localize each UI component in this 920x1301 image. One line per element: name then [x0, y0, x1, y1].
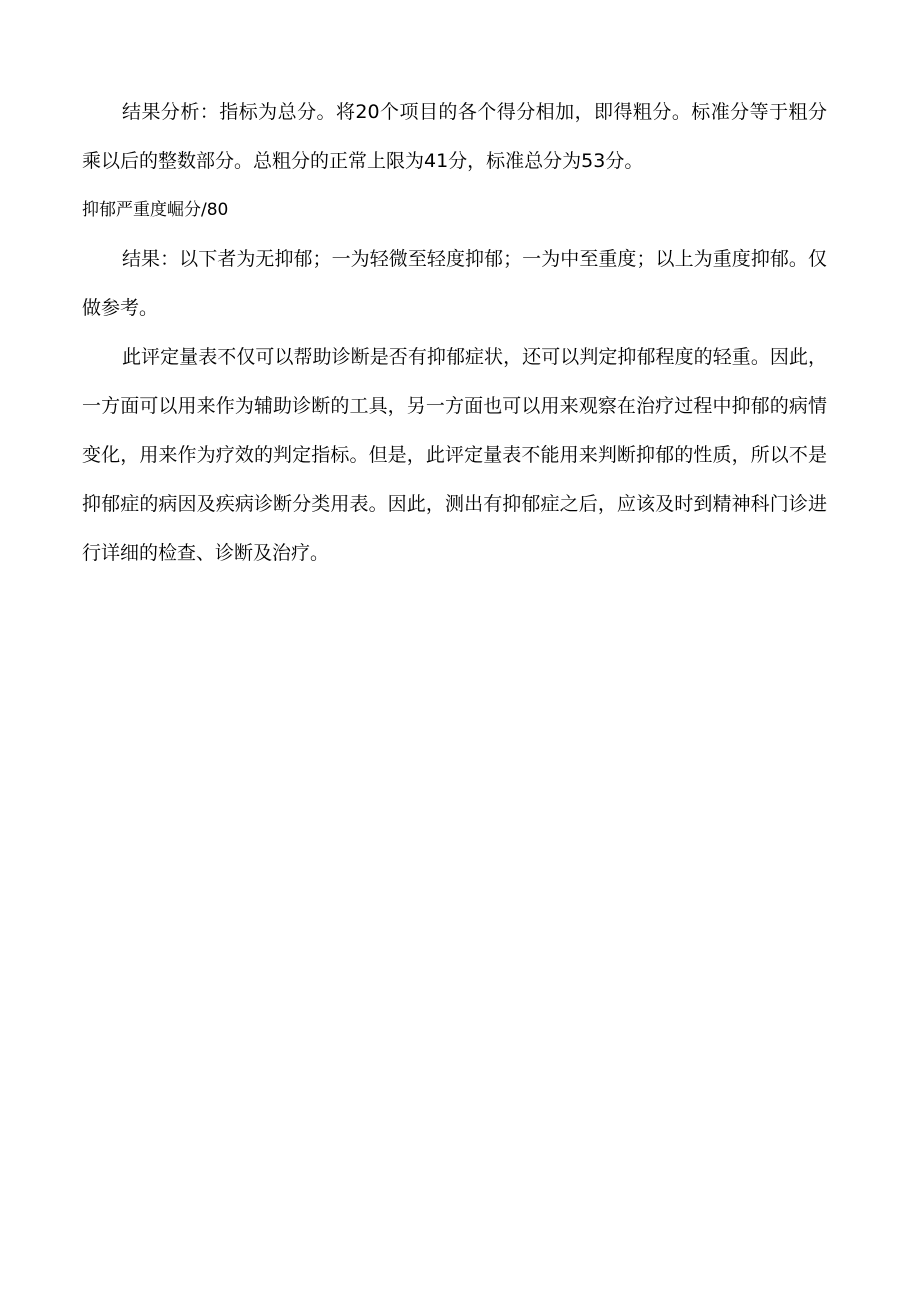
paragraph-explanation: 此评定量表不仅可以帮助诊断是否有抑郁症状，还可以判定抑郁程度的轻重。因此，一方面可以用来作为辅助诊断的工具，另一方面也可以用来观察在治疗过程中抑郁的病情变化，用来作为疗效的判定指标。但是，此评定量表不能用来判断抑郁的性质，所以不是抑郁症的病因及疾病诊断分类用表。因此，测出有抑郁症之后，应该及时到精神科门诊进行详细的检查、诊断及治疗。	[82, 346, 827, 564]
paragraph-result: 结果：以下者为无抑郁；一为轻微至轻度抑郁；一为中至重度；以上为重度抑郁。仅做参考。	[82, 248, 827, 319]
document-page	[82, 88, 827, 578]
paragraph-result-analysis: 结果分析：指标为总分。将20个项目的各个得分相加，即得粗分。标准分等于粗分乘以后的整数部分。总粗分的正常上限为41分，标准总分为53分。	[82, 101, 827, 172]
paragraph-severity-index: 抑郁严重度崛分/80	[82, 200, 229, 220]
